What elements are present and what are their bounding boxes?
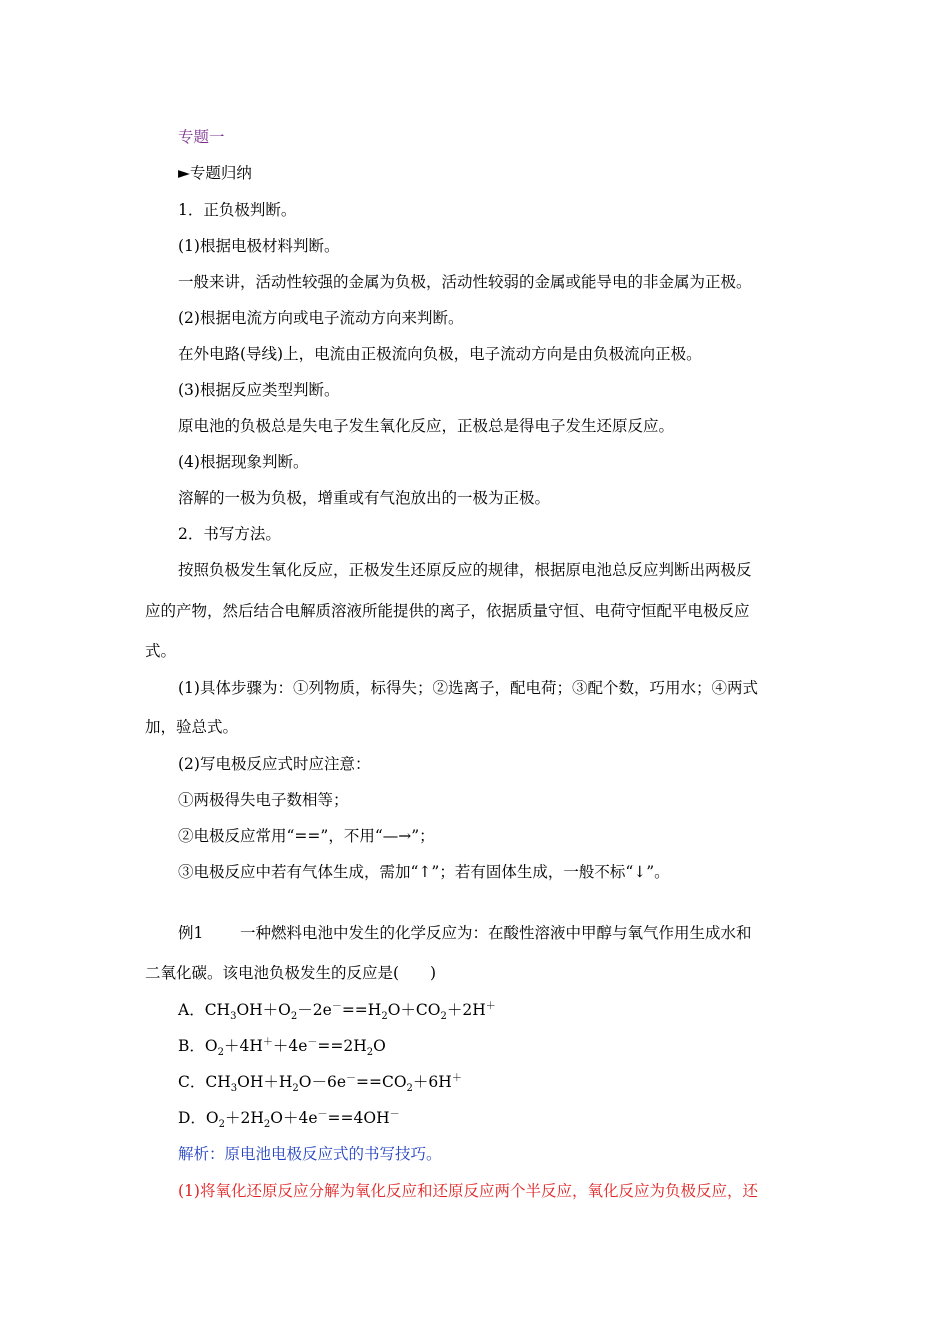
option-d[interactable]: D．$O_2+2H_2O+4e^-==4OH^-$ xyxy=(178,1108,400,1131)
paragraph-line: 在外电路(导线)上，电流由正极流向负极，电子流动方向是由负极流向正极。 xyxy=(178,345,702,363)
paragraph-line: 应的产物，然后结合电解质溶液所能提供的离子，依据质量守恒、电荷守恒配平电极反应 xyxy=(145,602,750,620)
example-label: 例1 xyxy=(178,924,204,942)
list-item: ③电极反应中若有气体生成，需加“↑”；若有固体生成，一般不标“↓”。 xyxy=(178,863,670,881)
paragraph-line: 加，验总式。 xyxy=(145,718,239,736)
paragraph-line: 按照负极发生氧化反应，正极发生还原反应的规律，根据原电池总反应判断出两极反 xyxy=(178,561,752,579)
analysis-line: (1)将氧化还原反应分解为氧化反应和还原反应两个半反应，氧化反应为负极反应，还 xyxy=(178,1182,758,1200)
paragraph-line: 原电池的负极总是失电子发生氧化反应，正极总是得电子发生还原反应。 xyxy=(178,417,675,435)
summary-heading: ►专题归纳 xyxy=(178,164,252,182)
paragraph-line: (3)根据反应类型判断。 xyxy=(178,381,340,399)
paragraph-line: (1)根据电极材料判断。 xyxy=(178,237,340,255)
topic-heading: 专题一 xyxy=(178,128,225,146)
analysis-label: 解析：原电池电极反应式的书写技巧。 xyxy=(178,1145,442,1163)
paragraph-line: (2)根据电流方向或电子流动方向来判断。 xyxy=(178,309,464,327)
paragraph-line: 溶解的一极为负极，增重或有气泡放出的一极为正极。 xyxy=(178,489,551,507)
paragraph-line: (4)根据现象判断。 xyxy=(178,453,309,471)
example-question-line: 二氧化碳。该电池负极发生的反应是( ) xyxy=(145,964,437,982)
paragraph-line: 式。 xyxy=(145,642,177,660)
paragraph-line: (2)写电极反应式时应注意： xyxy=(178,755,371,773)
paragraph-line: 一般来讲，活动性较强的金属为负极，活动性较弱的金属或能导电的非金属为正极。 xyxy=(178,273,752,291)
option-c[interactable]: C．$CH_3OH+H_2O-6e^-==CO_2+6H^+$ xyxy=(178,1072,462,1095)
section-title-1: 1．正负极判断。 xyxy=(178,201,297,219)
list-item: ②电极反应常用“==”，不用“—→”； xyxy=(178,827,435,845)
option-b[interactable]: B．$O_2+4H^++4e^-==2H_2O$ xyxy=(178,1036,386,1059)
example-question-line xyxy=(178,923,752,943)
example-question-text: 一种燃料电池中发生的化学反应为：在酸性溶液中甲醇与氧气作用生成水和 xyxy=(240,924,752,942)
section-title-2: 2．书写方法。 xyxy=(178,525,281,543)
paragraph-line: (1)具体步骤为：①列物质，标得失；②选离子，配电荷；③配个数，巧用水；④两式 xyxy=(178,679,758,697)
option-a[interactable]: A．$CH_3OH+O_2-2e^-==H_2O+CO_2+2H^+$ xyxy=(178,1000,496,1023)
list-item: ①两极得失电子数相等； xyxy=(178,791,349,809)
